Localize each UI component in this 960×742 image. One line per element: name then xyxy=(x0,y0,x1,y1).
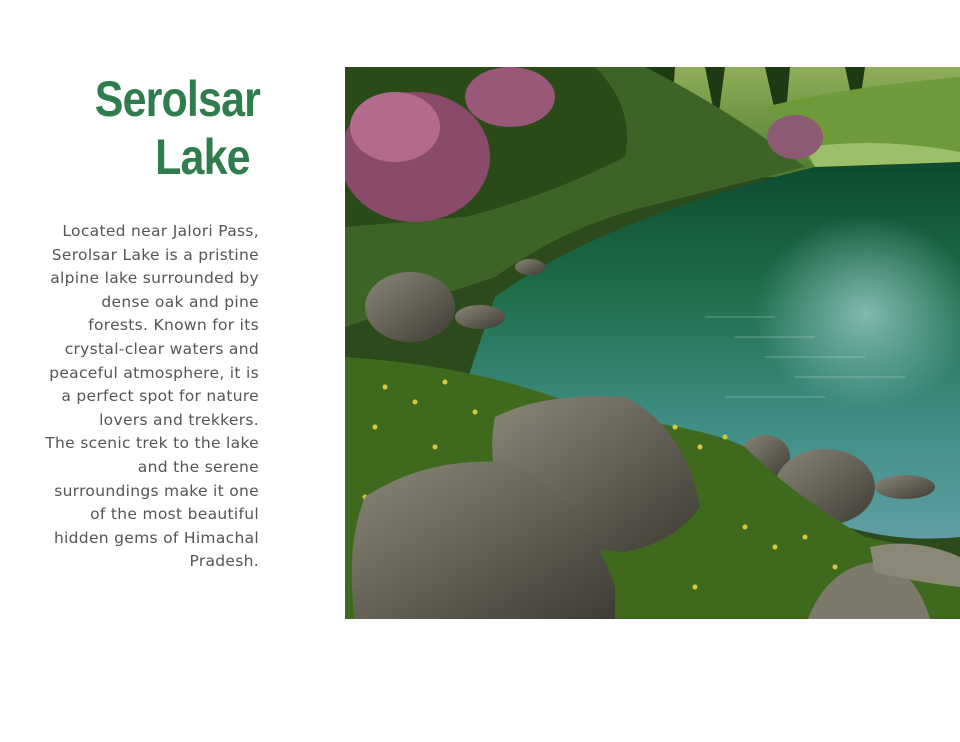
title-line-2: Lake xyxy=(155,129,250,185)
description xyxy=(40,220,259,574)
title-line-1: Serolsar xyxy=(94,71,260,127)
page-title xyxy=(71,70,260,186)
lake-photo xyxy=(345,67,960,619)
description-paragraph-2: The scenic trek to the lake and the serene surroundings make it one of the most beautiful hidden gems of Himachal Pradesh. xyxy=(45,434,259,571)
description-paragraph-1: Located near Jalori Pass, Serolsar Lake is a pristine alpine lake surrounded by dense oak and pine forests. Known for its crystal-clear waters and peaceful atmosphere, it is a perfect spot for nature lovers and trekkers. xyxy=(49,222,259,429)
